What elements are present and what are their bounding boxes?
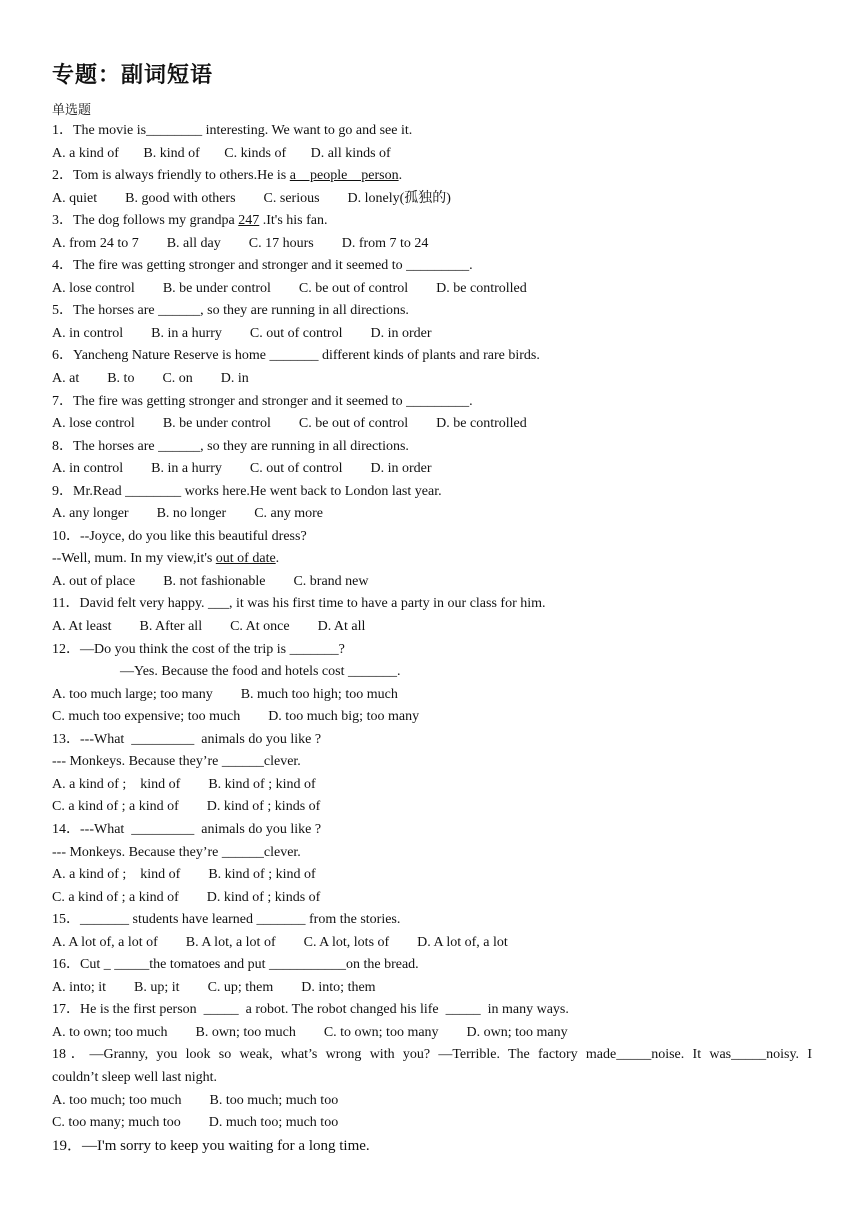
line-text: 2．Tom is always friendly to others.He is [52,168,290,184]
line-text: 14．---What _________ animals do you like ? [52,821,322,837]
line-text: A. from 24 to 7 B. all day C. 17 hours D. from 7 to 24 [52,235,429,251]
question-line [52,593,812,616]
question-line [52,165,812,188]
line-text: C. a kind of ; a kind of D. kind of ; kinds of [52,889,321,905]
answer-options-line [52,616,812,639]
line-text: A. in control B. in a hurry C. out of control D. in order [52,325,432,341]
question-list [52,120,812,1157]
question-line [52,548,812,571]
line-text: A. out of place B. not fashionable C. brand new [52,573,369,589]
question-line [52,1067,812,1090]
answer-options-line [52,1112,812,1135]
line-text: A. At least B. After all C. At once D. At all [52,619,366,635]
line-text: A. in control B. in a hurry C. out of control D. in order [52,461,432,477]
answer-options-line [52,143,812,166]
question-line [52,661,812,684]
answer-options-line [52,864,812,887]
answer-options-line [52,323,812,346]
answer-options-line [52,571,812,594]
line-text: 12．—Do you think the cost of the trip is _______? [52,641,345,657]
line-text: A. to own; too much B. own; too much C. to own; too many D. own; too many [52,1024,568,1040]
question-line [52,751,812,774]
answer-options-line [52,977,812,1000]
line-text: --- Monkeys. Because they’re ______clever. [52,844,301,860]
question-line [52,481,812,504]
line-text: A. too much large; too many B. much too high; too much [52,686,398,702]
question-line [52,999,812,1022]
line-text: 18．—Granny, you look so weak, what’s wrong with you? —Terrible. The factory made_____noise. It was_____noisy. I [52,1047,812,1063]
answer-options-line [52,774,812,797]
line-text: A. into; it B. up; it C. up; them D. into; them [52,979,376,995]
line-text: A. a kind of ; kind of B. kind of ; kind of [52,867,316,883]
underlined-text: a people person [289,168,399,184]
answer-options-line [52,684,812,707]
line-text: A. a kind of B. kind of C. kinds of D. all kinds of [52,145,391,161]
line-text-after: .It's his fan. [259,213,328,229]
line-text: C. a kind of ; a kind of D. kind of ; kinds of [52,799,321,815]
question-line [52,1044,812,1067]
answer-options-line [52,706,812,729]
line-text: A. a kind of ; kind of B. kind of ; kind of [52,776,316,792]
question-line [52,639,812,662]
answer-options-line [52,188,812,211]
line-text: 6．Yancheng Nature Reserve is home _______ different kinds of plants and rare birds. [52,348,540,364]
line-text: C. too many; much too D. much too; much too [52,1115,339,1131]
line-text: couldn’t sleep well last night. [52,1069,217,1085]
answer-options-line [52,932,812,955]
line-text: --- Monkeys. Because they’re ______clever. [52,754,301,770]
line-text: 19．—I'm sorry to keep you waiting for a long time. [52,1137,370,1154]
line-text: A. lose control B. be under control C. be out of control D. be controlled [52,280,527,296]
answer-options-line [52,458,812,481]
line-text-after: . [398,168,403,184]
line-text: 15．_______ students have learned _______ from the stories. [52,912,401,928]
section-heading: 单选题 [52,103,92,118]
question-line [52,391,812,414]
line-text: 16．Cut _ _____the tomatoes and put ___________on the bread. [52,957,419,973]
answer-options-line [52,796,812,819]
line-text: A. any longer B. no longer C. any more [52,506,324,522]
answer-options-line [52,413,812,436]
line-text: 10．--Joyce, do you like this beautiful dress? [52,528,307,544]
line-text: 5．The horses are ______, so they are running in all directions. [52,303,409,319]
line-text: 8．The horses are ______, so they are running in all directions. [52,438,409,454]
underlined-text: out of date [215,551,276,567]
question-line [52,729,812,752]
line-text: A. too much; too much B. too much; much too [52,1092,339,1108]
answer-options-line [52,1090,812,1113]
question-line [52,255,812,278]
answer-options-line [52,368,812,391]
line-text: C. much too expensive; too much D. too much big; too many [52,709,420,725]
line-text: 17．He is the first person _____ a robot. The robot changed his life _____ in many ways. [52,1002,569,1018]
question-line [52,436,812,459]
line-text: 7．The fire was getting stronger and stronger and it seemed to _________. [52,393,473,409]
answer-options-line [52,278,812,301]
answer-options-line [52,233,812,256]
line-text: —Yes. Because the food and hotels cost _______. [120,664,401,680]
question-line [52,842,812,865]
line-text: 11．David felt very happy. ___, it was his first time to have a party in our class for him. [52,596,546,612]
line-text: A. quiet B. good with others C. serious D. lonely(孤独的) [52,190,451,206]
line-text: A. lose control B. be under control C. be out of control D. be controlled [52,416,527,432]
question-line [52,1135,812,1158]
line-text: A. A lot of, a lot of B. A lot, a lot of C. A lot, lots of D. A lot of, a lot [52,934,508,950]
line-text: 4．The fire was getting stronger and stronger and it seemed to _________. [52,258,473,274]
line-text: A. at B. to C. on D. in [52,371,249,387]
question-line [52,210,812,233]
line-text: 1．The movie is________ interesting. We want to go and see it. [52,123,413,138]
question-line [52,120,812,143]
answer-options-line [52,887,812,910]
question-line [52,345,812,368]
question-line [52,909,812,932]
document-title: 专题：副词短语 [52,63,214,88]
line-text-after: . [275,551,280,567]
line-text: 9．Mr.Read ________ works here.He went back to London last year. [52,483,442,499]
question-line [52,954,812,977]
question-line [52,526,812,549]
question-line [52,300,812,323]
line-text: 3．The dog follows my grandpa [52,213,239,229]
line-text: --Well, mum. In my view,it's [52,551,216,567]
question-line [52,819,812,842]
answer-options-line [52,503,812,526]
line-text: 13．---What _________ animals do you like ? [52,731,322,747]
answer-options-line [52,1022,812,1045]
underlined-text: 247 [238,213,260,229]
